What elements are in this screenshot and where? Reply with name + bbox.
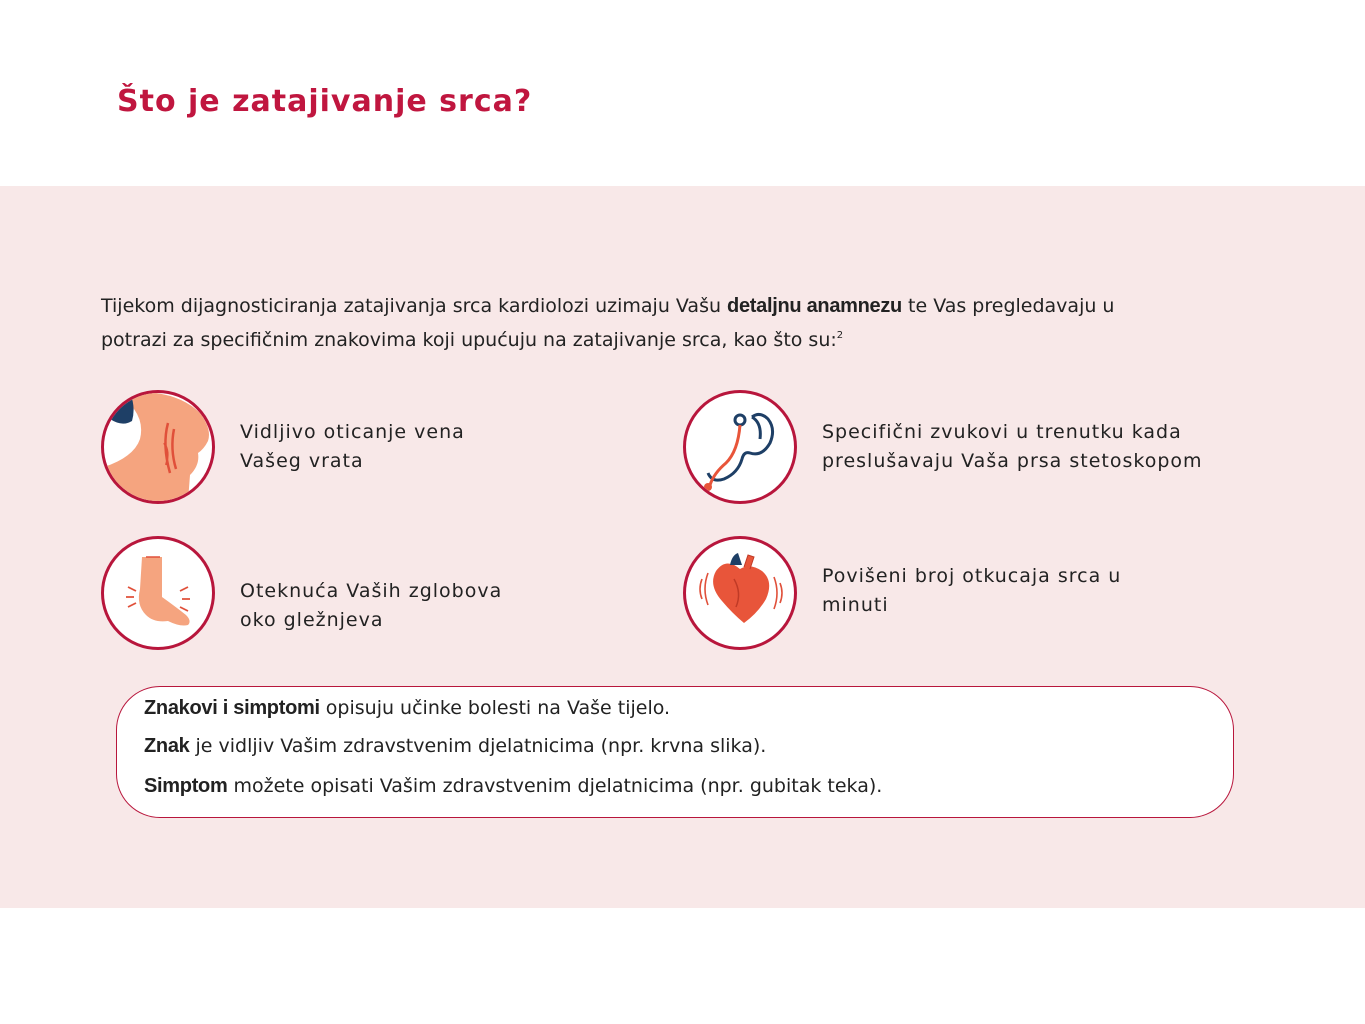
stethoscope-icon [683, 390, 797, 504]
definition-signs-symptoms [144, 697, 670, 720]
intro-text-line2: potrazi za specifičnim znakovima koji upućuju na zatajivanje srca, kao što su: [101, 329, 837, 351]
sign-neck-veins-line1: Vidljivo oticanje vena [240, 421, 465, 443]
sign-stethoscope-line1: Specifični zvukovi u trenutku kada [822, 421, 1182, 443]
definition-text: možete opisati Vašim zdravstvenim djelatnicima (npr. gubitak teka). [227, 775, 883, 797]
intro-bold-text: detaljnu anamnezu [727, 295, 902, 317]
definition-symptom [144, 775, 882, 798]
definition-term: Znak [144, 735, 190, 757]
definitions-box [116, 686, 1234, 818]
reference-superscript: 2 [836, 330, 844, 341]
beating-heart-icon [683, 536, 797, 650]
sign-neck-veins-text [240, 418, 640, 476]
swollen-ankle-icon [101, 536, 215, 650]
definition-sign [144, 735, 766, 758]
intro-text-end: te Vas pregledavaju u [901, 295, 1115, 317]
sign-ankle-line2: oko gležnjeva [240, 609, 384, 631]
intro-paragraph [101, 292, 1221, 355]
definition-term: Znakovi i simptomi [144, 697, 320, 719]
sign-neck-veins-line2: Vašeg vrata [240, 450, 364, 472]
sign-heart-rate-line2: minuti [822, 594, 889, 616]
definition-text: je vidljiv Vašim zdravstvenim djelatnicima (npr. krvna slika). [189, 735, 767, 757]
intro-text-start: Tijekom dijagnosticiranja zatajivanja srca kardiolozi uzimaju Vašu [101, 295, 728, 317]
sign-stethoscope-text [822, 418, 1242, 476]
sign-ankle-line1: Oteknuća Vaših zglobova [240, 580, 503, 602]
definition-term: Simptom [144, 775, 228, 797]
neck-veins-icon [101, 390, 215, 504]
sign-stethoscope-line2: preslušavaju Vaša prsa stetoskopom [822, 450, 1203, 472]
page-title: Što je zatajivanje srca? [117, 84, 533, 119]
sign-heart-rate-line1: Povišeni broj otkucaja srca u [822, 565, 1122, 587]
definition-text: opisuju učinke bolesti na Vaše tijelo. [319, 697, 671, 719]
sign-heart-rate-text [822, 562, 1222, 620]
sign-ankle-text [240, 577, 640, 635]
